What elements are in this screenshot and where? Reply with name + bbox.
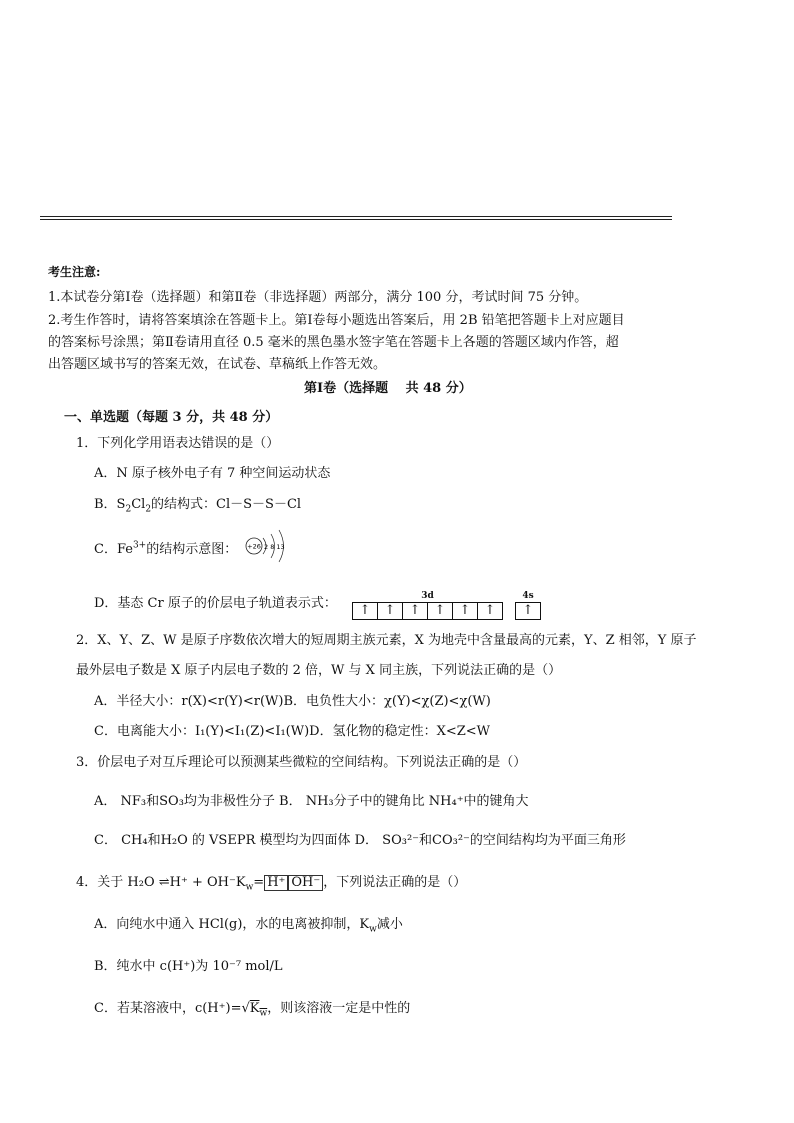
fe-shell-electrons: 2 8 13 — [264, 543, 285, 551]
q4-bracket-oh: OH⁻ — [288, 875, 323, 891]
orbital-3d — [352, 591, 503, 620]
q1-option-a: A．N 原子核外电子有 7 种空间运动状态 — [94, 466, 331, 481]
q4-stem-prefix: 4．关于 H₂O ⇌H⁺ + OH⁻K — [76, 875, 246, 890]
notice-line-2b: 的答案标号涂黑；第Ⅱ卷请用直径 0.5 毫米的黑色墨水签字笔在答题卡上各题的答题区域内作答，超 — [48, 335, 619, 350]
notice-line-2a: 2.考生作答时，请将答案填涂在答题卡上。第Ⅰ卷每小题选出答案后，用 2B 铅笔把答题卡上对应题目 — [48, 313, 625, 328]
header-rule-bottom — [40, 219, 672, 220]
q4-stem — [76, 871, 466, 893]
q4-c-prefix: C．若某溶液中，c(H⁺)=√ — [94, 1001, 250, 1016]
q4-bracket-h: H⁺ — [264, 875, 288, 891]
q1-option-d: D．基态 Cr 原子的价层电子轨道表示式： — [94, 596, 337, 611]
orbital-box-3d-1: ↑ — [353, 603, 378, 619]
orbital-4s-label: 4s — [522, 591, 534, 601]
q4-stem-eq: = — [253, 875, 265, 890]
q1-c-prefix: C．Fe — [94, 542, 133, 557]
q2-options-cd: C．电离能大小：I₁(Y)<I₁(Z)<I₁(W)D．氢化物的稳定性：X<Z<W — [94, 724, 491, 739]
orbital-box-4s: ↑ — [522, 603, 534, 618]
q1-stem: 1．下列化学用语表达错误的是（） — [76, 436, 280, 451]
q1-option-c — [94, 538, 237, 557]
fe-nucleus-label: +26 — [247, 542, 261, 551]
q1-c-sup: 3+ — [132, 540, 147, 551]
q1-option-b — [94, 493, 301, 515]
fe-ion-structure-diagram — [243, 528, 295, 564]
orbital-3d-label: 3d — [421, 591, 434, 601]
q4-a-sub: w — [369, 924, 377, 935]
cr-orbital-diagram — [352, 591, 541, 620]
notice-line-1: 1.本试卷分第Ⅰ卷（选择题）和第Ⅱ卷（非选择题）两部分，满分 100 分，考试时间 75 分钟。 — [48, 290, 588, 305]
q4-stem-suffix: ，下列说法正确的是（） — [323, 875, 467, 890]
q2-options-ab: A．半径大小：r(X)<r(Y)<r(W)B．电负性大小：χ(Y)<χ(Z)<χ(W) — [94, 694, 491, 709]
q4-c-suffix: ，则该溶液一定是中性的 — [267, 1001, 411, 1016]
orbital-4s — [515, 591, 541, 620]
q4-a-suffix: 减小 — [376, 917, 403, 932]
q4-stem-sub: w — [245, 882, 254, 893]
q4-c-sub: w — [259, 1008, 268, 1019]
q1-b-prefix: B．S — [94, 497, 126, 512]
notice-line-2c: 出答题区域书写的答案无效，在试卷、草稿纸上作答无效。 — [48, 357, 387, 372]
q4-option-b: B．纯水中 c(H⁺)为 10⁻⁷ mol/L — [94, 959, 283, 974]
orbital-box-3d-4: ↑ — [428, 603, 453, 619]
q3-options-ab: A． NF₃和SO₃均为非极性分子 B． NH₃分子中的键角比 NH₄⁺中的键角大 — [94, 794, 529, 809]
orbital-box-3d-6: ↑ — [484, 603, 496, 618]
header-rule-top — [40, 216, 672, 217]
q1-c-suffix: 的结构示意图： — [146, 542, 238, 557]
q4-c-k: K — [249, 1001, 260, 1016]
q2-stem-line1: 2．X、Y、Z、W 是原子序数依次增大的短周期主族元素，X 为地壳中含量最高的元素，Y、Z 相邻，Y 原子 — [76, 633, 697, 648]
q2-stem-line2: 最外层电子数是 X 原子内层电子数的 2 倍，W 与 X 同主族，下列说法正确的是（） — [76, 663, 562, 678]
q3-options-cd: C． CH₄和H₂O 的 VSEPR 模型均为四面体 D． SO₃²⁻和CO₃²⁻的空间结构均为平面三角形 — [94, 833, 626, 848]
q1-b-suffix: 的结构式：Cl－S－S－Cl — [151, 497, 302, 512]
orbital-box-3d-5: ↑ — [453, 603, 478, 619]
section-title: 第Ⅰ卷（选择题 共 48 分） — [304, 381, 472, 396]
q4-a-prefix: A．向纯水中通入 HCl(g)，水的电离被抑制，K — [94, 917, 370, 932]
q1-b-sub1: 2 — [125, 504, 132, 515]
notice-title: 考生注意: — [48, 265, 101, 279]
orbital-box-3d-3: ↑ — [403, 603, 428, 619]
q3-stem: 3．价层电子对互斥理论可以预测某些微粒的空间结构。下列说法正确的是（） — [76, 755, 527, 770]
q1-b-mid: Cl — [131, 497, 146, 512]
q4-option-a — [94, 913, 403, 935]
orbital-box-3d-2: ↑ — [378, 603, 403, 619]
part-title: 一、单选题（每题 3 分，共 48 分） — [64, 410, 279, 425]
q4-option-c — [94, 997, 410, 1019]
q1-b-sub2: 2 — [145, 504, 152, 515]
